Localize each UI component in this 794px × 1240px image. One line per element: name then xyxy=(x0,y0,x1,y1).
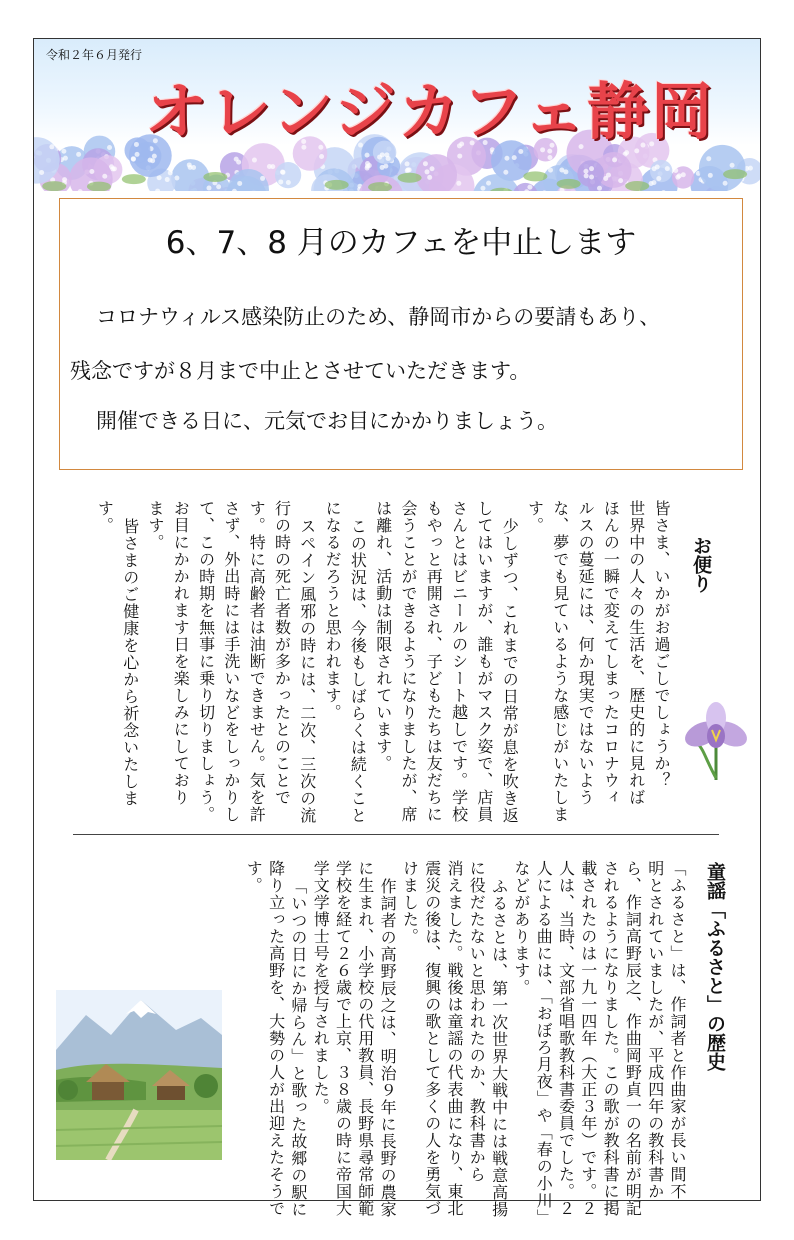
notice-box xyxy=(59,198,743,470)
letter-line: 皆さま、いかがお過ごしでしょうか？ xyxy=(652,500,671,789)
section-divider xyxy=(73,834,719,835)
letter-line: ます。 xyxy=(146,500,165,551)
song-line: ら、作詞高野辰之、作曲岡野貞一の名前が明記 xyxy=(623,860,643,1217)
letter-line: 少しずつ、これまでの日常が息を吹き返 xyxy=(500,518,520,824)
song-line: などがあります。 xyxy=(511,860,531,996)
masthead-title: オレンジカフェ静岡 xyxy=(145,75,715,148)
song-line: 降り立った高野を、大勢の人が出迎えたそうで xyxy=(266,860,286,1217)
song-line: されるようになりました。この歌が教科書に掲 xyxy=(601,860,621,1217)
song-line: けました。 xyxy=(400,860,420,945)
letter-line: してはいますが、誰もがマスク姿で、店員 xyxy=(474,500,494,823)
song-line: 人は、当時、文部省唱歌教科書委員でした。２ xyxy=(556,860,576,1217)
letter-line: スペイン風邪の時には、二次、三次の流 xyxy=(297,518,317,824)
letter-line: す。特に高齢者は油断できません。気を許 xyxy=(247,500,267,823)
notice-title: 6、7、8 月のカフェを中止します xyxy=(165,225,637,261)
letter-line: な、夢でも見ているような感じがいたしま xyxy=(550,500,570,823)
letter-line: お目にかかれます日を楽しみにしており xyxy=(171,500,191,806)
letter-line: 世界中の人々の生活を、歴史的に見れば xyxy=(626,500,646,806)
letter-line: になるだろうと思われます。 xyxy=(323,500,343,721)
notice-line-1: コロナウィルス感染防止のため、静岡市からの要請もあり、 xyxy=(96,305,661,329)
letter-line: もやっと再開され、子どもたちは友だちに xyxy=(424,500,444,823)
song-line: 震災の後は、復興の歌として多くの人を勇気づ xyxy=(422,860,442,1217)
letter-line: 行の時の死亡者数が多かったとのことで xyxy=(272,500,292,806)
song-line: 明とされていましたが、平成四年の教科書か xyxy=(645,860,665,1200)
song-line: 人による曲には、「おぼろ月夜」や「春の小川」 xyxy=(534,860,554,1226)
letter-heading: お便り xyxy=(690,536,712,593)
letter-line: ほんの一瞬で変えてしまったコロナウィ xyxy=(601,500,621,806)
iris-flower-icon xyxy=(676,700,752,782)
village-illustration xyxy=(56,990,222,1160)
letter-line: さんとはビニールのシート越しです。学校 xyxy=(449,500,469,823)
song-line: す。 xyxy=(244,860,264,894)
notice-line-2: 残念ですが８月まで中止とさせていただきます。 xyxy=(70,359,531,383)
mountain-village-picture xyxy=(56,990,222,1160)
letter-line: この状況は、今後もしばらくは続くこと xyxy=(348,518,368,824)
letter-line: ルスの蔓延には、何か現実ではないよう xyxy=(576,500,596,806)
song-line: ふるさとは、第一次世界大戦中には戦意高揚 xyxy=(489,878,509,1218)
letter-line: て、この時期を無事に乗り切りましょう。 xyxy=(196,500,216,823)
letter-line: す。 xyxy=(95,500,115,534)
song-line: 学校を経て２６歳で上京、３８歳の時に帝国大 xyxy=(333,860,353,1217)
notice-line-3: 開催できる日に、元気でお目にかかりましょう。 xyxy=(96,409,558,433)
song-line: 作詞者の高野辰之は、明治９年に長野の農家 xyxy=(378,878,398,1218)
issue-date: 令和２年６月発行 xyxy=(46,48,143,62)
song-line: 載されたのは一九一四年（大正３年）です。２ xyxy=(578,860,598,1217)
song-line: 「ふるさと」は、作詞者と作曲家が長い間不 xyxy=(668,860,687,1200)
song-heading: 童謡「ふるさと」の歴史 xyxy=(704,862,726,1071)
iris-illustration xyxy=(676,700,752,782)
song-line: 消えました。戦後は童謡の代表曲になり、東北 xyxy=(445,860,464,1217)
song-line: 「いつの日にか帰らん」と歌った故郷の駅に xyxy=(288,878,308,1218)
letter-line: 皆さまのご健康を心から祈念いたしま xyxy=(120,518,140,807)
song-line: に役だたないと思われたのか、教科書から xyxy=(467,860,487,1183)
song-line: 学文学博士号を授与されました。 xyxy=(311,860,331,1115)
letter-line: す。 xyxy=(525,500,545,534)
letter-line: さず、外出時には手洗いなどをしっかりし xyxy=(221,500,241,823)
letter-line: 会うことができるようになりましたが、席 xyxy=(399,500,418,823)
letter-line: は離れ、活動は制限されています。 xyxy=(373,500,393,772)
song-line: に生まれ、小学校の代用教員、長野県尋常師範 xyxy=(355,860,375,1217)
